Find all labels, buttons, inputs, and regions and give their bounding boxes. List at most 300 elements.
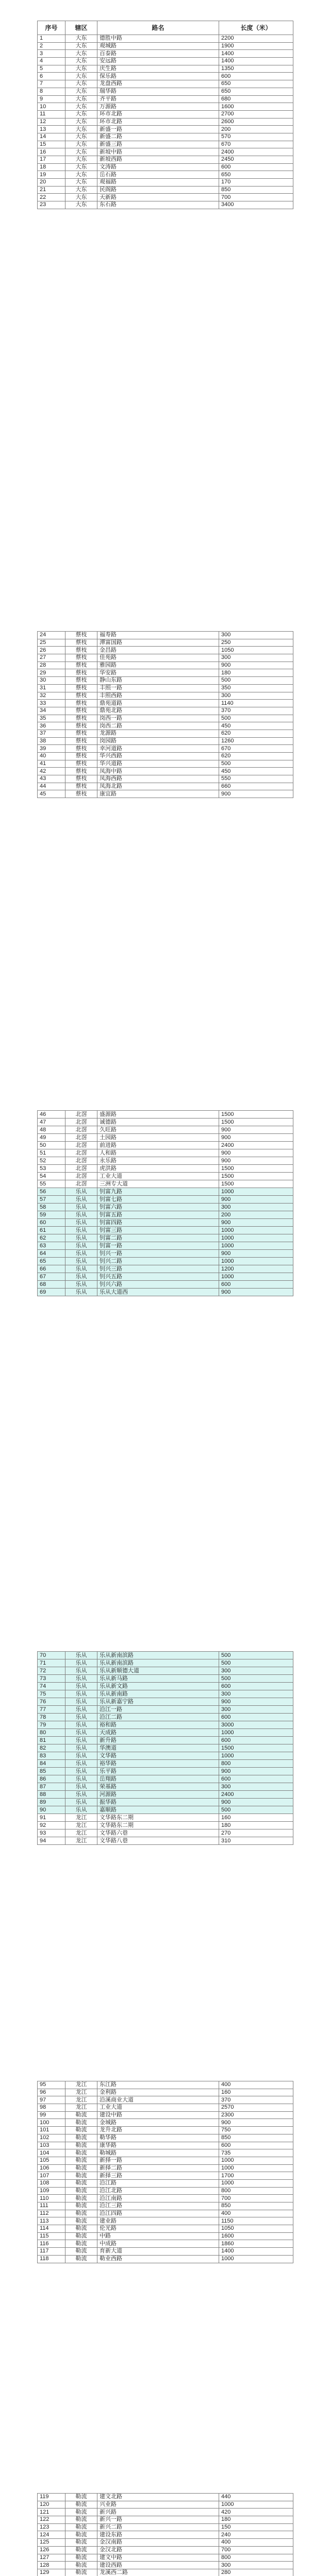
table-row bbox=[38, 1111, 293, 1118]
table-row bbox=[38, 2217, 293, 2225]
row-length: 350 bbox=[219, 684, 293, 692]
row-district: 乐从 bbox=[65, 1242, 97, 1250]
table-row bbox=[38, 1659, 293, 1667]
row-length: 2450 bbox=[219, 156, 293, 164]
table-row bbox=[38, 1768, 293, 1775]
row-road-name: 前进路 bbox=[97, 1142, 219, 1149]
row-road-name: 安远路 bbox=[97, 58, 219, 65]
row-road-name: 三洲专大道 bbox=[97, 1180, 219, 1188]
table-row bbox=[38, 737, 293, 745]
row-road-name: 鼎苑道路 bbox=[97, 700, 219, 707]
row-district: 北滘 bbox=[65, 1142, 97, 1149]
row-number: 125 bbox=[38, 2539, 65, 2547]
table-row bbox=[38, 2195, 293, 2202]
row-district: 大东 bbox=[65, 179, 97, 187]
row-number: 27 bbox=[38, 654, 65, 662]
row-length: 800 bbox=[219, 2187, 293, 2195]
table-row bbox=[38, 35, 293, 43]
row-district: 乐从 bbox=[65, 1265, 97, 1273]
row-length: 400 bbox=[219, 2210, 293, 2217]
row-length: 1000 bbox=[219, 1258, 293, 1265]
row-length: 440 bbox=[219, 2494, 293, 2501]
row-length: 1200 bbox=[219, 1265, 293, 1273]
row-number: 58 bbox=[38, 1204, 65, 1211]
row-district: 大东 bbox=[65, 133, 97, 141]
row-length: 1000 bbox=[219, 1188, 293, 1196]
table-row bbox=[38, 1165, 293, 1173]
row-number: 62 bbox=[38, 1234, 65, 1242]
row-number: 118 bbox=[38, 2255, 65, 2263]
row-number: 24 bbox=[38, 632, 65, 639]
table-row bbox=[38, 2134, 293, 2142]
row-district: 大东 bbox=[65, 58, 97, 65]
row-length: 240 bbox=[219, 2531, 293, 2539]
row-district: 蔡枝 bbox=[65, 783, 97, 790]
row-road-name: 沿溪商业大道 bbox=[97, 2096, 219, 2104]
row-road-name: 龙溪西二路 bbox=[97, 2569, 219, 2576]
row-district: 龙江 bbox=[65, 2081, 97, 2089]
row-number: 111 bbox=[38, 2202, 65, 2210]
road-table-section bbox=[37, 2493, 293, 2576]
table-row bbox=[38, 65, 293, 73]
table-row bbox=[38, 1721, 293, 1729]
table-row bbox=[38, 700, 293, 707]
road-table-section bbox=[37, 1651, 293, 1845]
table-row bbox=[38, 1706, 293, 1714]
table-row bbox=[38, 2255, 293, 2263]
row-road-name: 文涛路 bbox=[97, 163, 219, 171]
table-row bbox=[38, 1273, 293, 1281]
row-length: 600 bbox=[219, 1737, 293, 1744]
row-district: 乐从 bbox=[65, 1188, 97, 1196]
row-district: 北滘 bbox=[65, 1165, 97, 1173]
row-number: 93 bbox=[38, 1829, 65, 1837]
row-length: 1500 bbox=[219, 1118, 293, 1126]
row-length: 900 bbox=[219, 2119, 293, 2127]
row-road-name: 中成路 bbox=[97, 2240, 219, 2248]
row-district: 乐从 bbox=[65, 1659, 97, 1667]
row-length: 1900 bbox=[219, 42, 293, 50]
row-number: 103 bbox=[38, 2142, 65, 2149]
row-number: 85 bbox=[38, 1768, 65, 1775]
table-row bbox=[38, 1157, 293, 1165]
row-district: 蔡枝 bbox=[65, 669, 97, 677]
row-number: 52 bbox=[38, 1157, 65, 1165]
row-road-name: 岳石路 bbox=[97, 171, 219, 179]
row-district: 乐从 bbox=[65, 1783, 97, 1791]
row-number: 17 bbox=[38, 156, 65, 164]
row-district: 蔡枝 bbox=[65, 662, 97, 669]
header-length: 长度（米） bbox=[219, 21, 293, 35]
table-row bbox=[38, 1142, 293, 1149]
row-length: 600 bbox=[219, 2142, 293, 2149]
row-length: 1500 bbox=[219, 1744, 293, 1752]
row-district: 勒流 bbox=[65, 2111, 97, 2119]
row-road-name: 龙源路 bbox=[97, 730, 219, 737]
row-length: 170 bbox=[219, 179, 293, 187]
table-row bbox=[38, 163, 293, 171]
table-row bbox=[38, 1227, 293, 1234]
table-row bbox=[38, 1219, 293, 1227]
road-table bbox=[37, 1110, 293, 1296]
row-length: 500 bbox=[219, 715, 293, 722]
row-number: 70 bbox=[38, 1652, 65, 1659]
row-number: 112 bbox=[38, 2210, 65, 2217]
row-number: 116 bbox=[38, 2240, 65, 2248]
row-length: 850 bbox=[219, 186, 293, 194]
row-number: 8 bbox=[38, 88, 65, 95]
table-row bbox=[38, 707, 293, 715]
row-district: 大东 bbox=[65, 42, 97, 50]
row-district: 大东 bbox=[65, 88, 97, 95]
row-road-name: 凤海西路 bbox=[97, 775, 219, 783]
row-road-name: 裕和路 bbox=[97, 1721, 219, 1729]
table-row bbox=[38, 1667, 293, 1675]
row-number: 88 bbox=[38, 1791, 65, 1799]
row-number: 32 bbox=[38, 692, 65, 700]
row-district: 乐从 bbox=[65, 1721, 97, 1729]
row-road-name: 新兴二路 bbox=[97, 2523, 219, 2531]
row-number: 121 bbox=[38, 2509, 65, 2516]
row-road-name: 华兴道路 bbox=[97, 760, 219, 768]
row-length: 300 bbox=[219, 654, 293, 662]
table-row bbox=[38, 632, 293, 639]
row-number: 124 bbox=[38, 2531, 65, 2539]
row-district: 勒流 bbox=[65, 2225, 97, 2233]
table-row bbox=[38, 662, 293, 669]
row-road-name: 钊兴五路 bbox=[97, 1273, 219, 1281]
row-number: 98 bbox=[38, 2104, 65, 2112]
row-number: 46 bbox=[38, 1111, 65, 1118]
row-number: 102 bbox=[38, 2134, 65, 2142]
table-row bbox=[38, 2248, 293, 2256]
row-district: 勒流 bbox=[65, 2217, 97, 2225]
row-length: 900 bbox=[219, 1799, 293, 1806]
row-road-name: 建文中路 bbox=[97, 2554, 219, 2562]
row-number: 107 bbox=[38, 2172, 65, 2180]
row-road-name: 环市北路 bbox=[97, 110, 219, 118]
row-number: 12 bbox=[38, 118, 65, 126]
table-row bbox=[38, 1683, 293, 1690]
row-number: 15 bbox=[38, 141, 65, 148]
row-district: 乐从 bbox=[65, 1652, 97, 1659]
row-district: 大东 bbox=[65, 35, 97, 43]
row-road-name: 新盛一路 bbox=[97, 126, 219, 133]
row-number: 41 bbox=[38, 760, 65, 768]
row-road-name: 乐从新顺德大道 bbox=[97, 1667, 219, 1675]
table-row bbox=[38, 1188, 293, 1196]
row-length: 750 bbox=[219, 2127, 293, 2134]
row-number: 120 bbox=[38, 2501, 65, 2509]
row-length: 700 bbox=[219, 2546, 293, 2554]
row-district: 北滘 bbox=[65, 1134, 97, 1142]
row-road-name: 建文北路 bbox=[97, 2494, 219, 2501]
row-road-name: 虎洪路 bbox=[97, 1165, 219, 1173]
row-number: 13 bbox=[38, 126, 65, 133]
row-number: 122 bbox=[38, 2516, 65, 2524]
table-row bbox=[38, 753, 293, 760]
row-length: 1500 bbox=[219, 1173, 293, 1180]
row-district: 勒流 bbox=[65, 2531, 97, 2539]
row-number: 6 bbox=[38, 73, 65, 80]
row-road-name: 凤海中路 bbox=[97, 768, 219, 775]
row-length: 300 bbox=[219, 1783, 293, 1791]
row-district: 大东 bbox=[65, 110, 97, 118]
row-road-name: 建设东路 bbox=[97, 2531, 219, 2539]
table-row bbox=[38, 2546, 293, 2554]
row-district: 乐从 bbox=[65, 1737, 97, 1744]
row-district: 蔡枝 bbox=[65, 639, 97, 647]
table-row bbox=[38, 1714, 293, 1721]
row-length: 300 bbox=[219, 1204, 293, 1211]
row-number: 74 bbox=[38, 1683, 65, 1690]
row-number: 77 bbox=[38, 1706, 65, 1714]
table-row bbox=[38, 1783, 293, 1791]
row-district: 勒流 bbox=[65, 2134, 97, 2142]
row-road-name: 新坡中路 bbox=[97, 148, 219, 156]
row-district: 蔡枝 bbox=[65, 745, 97, 753]
row-number: 61 bbox=[38, 1227, 65, 1234]
row-district: 勒流 bbox=[65, 2554, 97, 2562]
table-row bbox=[38, 186, 293, 194]
row-number: 30 bbox=[38, 677, 65, 685]
row-length: 800 bbox=[219, 2554, 293, 2562]
row-length: 200 bbox=[219, 1211, 293, 1219]
row-district: 大东 bbox=[65, 126, 97, 133]
row-number: 60 bbox=[38, 1219, 65, 1227]
row-road-name: 钊富二路 bbox=[97, 1234, 219, 1242]
row-number: 123 bbox=[38, 2523, 65, 2531]
table-row bbox=[38, 1134, 293, 1142]
row-number: 83 bbox=[38, 1752, 65, 1760]
row-length: 620 bbox=[219, 753, 293, 760]
table-row bbox=[38, 194, 293, 201]
row-road-name: 华安路 bbox=[97, 669, 219, 677]
row-road-name: 嘉顺路 bbox=[97, 1806, 219, 1814]
row-road-name: 文华路六巷 bbox=[97, 1829, 219, 1837]
table-row bbox=[38, 2210, 293, 2217]
row-length: 650 bbox=[219, 88, 293, 95]
row-length: 1000 bbox=[219, 1752, 293, 1760]
table-row bbox=[38, 88, 293, 95]
row-district: 乐从 bbox=[65, 1690, 97, 1698]
header-road-name: 路名 bbox=[97, 21, 219, 35]
row-district: 蔡枝 bbox=[65, 692, 97, 700]
table-row bbox=[38, 1118, 293, 1126]
table-row bbox=[38, 2554, 293, 2562]
row-district: 乐从 bbox=[65, 1196, 97, 1204]
row-length: 270 bbox=[219, 1829, 293, 1837]
row-number: 99 bbox=[38, 2111, 65, 2119]
row-road-name: 乐从新嘉宁路 bbox=[97, 1698, 219, 1706]
row-number: 56 bbox=[38, 1188, 65, 1196]
row-road-name: 建设中路 bbox=[97, 2111, 219, 2119]
row-road-name: 凤海北路 bbox=[97, 783, 219, 790]
row-district: 龙江 bbox=[65, 1837, 97, 1845]
row-length: 1150 bbox=[219, 2217, 293, 2225]
row-length: 500 bbox=[219, 677, 293, 685]
row-number: 79 bbox=[38, 1721, 65, 1729]
table-row bbox=[38, 647, 293, 654]
row-length: 300 bbox=[219, 692, 293, 700]
row-district: 乐从 bbox=[65, 1675, 97, 1683]
table-row bbox=[38, 692, 293, 700]
row-length: 400 bbox=[219, 2539, 293, 2547]
row-district: 北滘 bbox=[65, 1126, 97, 1134]
row-district: 蔡枝 bbox=[65, 707, 97, 715]
row-length: 1000 bbox=[219, 2179, 293, 2187]
table-row bbox=[38, 790, 293, 798]
table-row bbox=[38, 133, 293, 141]
row-road-name: 金城路 bbox=[97, 2119, 219, 2127]
table-row bbox=[38, 2127, 293, 2134]
row-road-name: 工业大道 bbox=[97, 2104, 219, 2112]
table-row bbox=[38, 1281, 293, 1289]
row-number: 113 bbox=[38, 2217, 65, 2225]
row-district: 乐从 bbox=[65, 1806, 97, 1814]
row-length: 700 bbox=[219, 194, 293, 201]
road-table bbox=[37, 2081, 293, 2263]
row-road-name: 瑞华路 bbox=[97, 88, 219, 95]
row-length: 500 bbox=[219, 760, 293, 768]
row-length: 700 bbox=[219, 2195, 293, 2202]
row-number: 22 bbox=[38, 194, 65, 201]
row-number: 26 bbox=[38, 647, 65, 654]
row-number: 80 bbox=[38, 1729, 65, 1737]
table-row bbox=[38, 1126, 293, 1134]
row-road-name: 乐从新南滨路 bbox=[97, 1652, 219, 1659]
road-table-section bbox=[37, 21, 293, 209]
row-road-name: 岗西一路 bbox=[97, 715, 219, 722]
row-road-name: 钊兴二路 bbox=[97, 1258, 219, 1265]
row-road-name: 德胜中路 bbox=[97, 35, 219, 43]
row-district: 乐从 bbox=[65, 1775, 97, 1783]
row-length: 450 bbox=[219, 768, 293, 775]
table-row bbox=[38, 118, 293, 126]
row-district: 勒流 bbox=[65, 2157, 97, 2164]
row-number: 43 bbox=[38, 775, 65, 783]
row-district: 勒流 bbox=[65, 2501, 97, 2509]
row-road-name: 观福路 bbox=[97, 179, 219, 187]
row-road-name: 久旺路 bbox=[97, 1126, 219, 1134]
row-road-name: 沿江一路 bbox=[97, 1706, 219, 1714]
table-row bbox=[38, 1211, 293, 1219]
table-row bbox=[38, 110, 293, 118]
row-number: 94 bbox=[38, 1837, 65, 1845]
row-district: 大东 bbox=[65, 65, 97, 73]
row-length: 650 bbox=[219, 171, 293, 179]
row-road-name: 万源路 bbox=[97, 103, 219, 111]
row-length: 2400 bbox=[219, 148, 293, 156]
row-district: 乐从 bbox=[65, 1683, 97, 1690]
row-number: 33 bbox=[38, 700, 65, 707]
row-length: 180 bbox=[219, 1822, 293, 1829]
row-number: 92 bbox=[38, 1822, 65, 1829]
row-district: 蔡枝 bbox=[65, 730, 97, 737]
row-number: 49 bbox=[38, 1134, 65, 1142]
row-number: 3 bbox=[38, 50, 65, 58]
row-number: 71 bbox=[38, 1659, 65, 1667]
row-district: 乐从 bbox=[65, 1219, 97, 1227]
row-road-name: 钊富三路 bbox=[97, 1227, 219, 1234]
row-length: 2300 bbox=[219, 2111, 293, 2119]
row-length: 1140 bbox=[219, 700, 293, 707]
row-number: 69 bbox=[38, 1289, 65, 1296]
table-row bbox=[38, 2179, 293, 2187]
row-number: 66 bbox=[38, 1265, 65, 1273]
table-row bbox=[38, 654, 293, 662]
row-district: 大东 bbox=[65, 103, 97, 111]
row-length: 900 bbox=[219, 662, 293, 669]
row-number: 21 bbox=[38, 186, 65, 194]
row-length: 160 bbox=[219, 1814, 293, 1822]
table-row bbox=[38, 1173, 293, 1180]
table-row bbox=[38, 2172, 293, 2180]
row-length: 1000 bbox=[219, 2164, 293, 2172]
table-row bbox=[38, 639, 293, 647]
row-district: 龙江 bbox=[65, 1829, 97, 1837]
row-district: 勒流 bbox=[65, 2210, 97, 2217]
row-district: 勒流 bbox=[65, 2119, 97, 2127]
row-road-name: 钊富一路 bbox=[97, 1242, 219, 1250]
row-district: 蔡枝 bbox=[65, 722, 97, 730]
table-row bbox=[38, 2187, 293, 2195]
table-row bbox=[38, 2096, 293, 2104]
row-length: 450 bbox=[219, 722, 293, 730]
row-road-name: 新盛三路 bbox=[97, 141, 219, 148]
row-district: 北滘 bbox=[65, 1149, 97, 1157]
row-road-name: 钊富五路 bbox=[97, 1211, 219, 1219]
row-number: 35 bbox=[38, 715, 65, 722]
row-road-name: 岳翔路 bbox=[97, 1775, 219, 1783]
row-number: 44 bbox=[38, 783, 65, 790]
table-row bbox=[38, 2539, 293, 2547]
row-district: 乐从 bbox=[65, 1667, 97, 1675]
row-road-name: 文华路八巷 bbox=[97, 1837, 219, 1845]
road-table-section bbox=[37, 2081, 293, 2263]
row-number: 39 bbox=[38, 745, 65, 753]
row-length: 1600 bbox=[219, 2232, 293, 2240]
row-length: 300 bbox=[219, 2562, 293, 2569]
row-length: 1700 bbox=[219, 2172, 293, 2180]
row-length: 1600 bbox=[219, 103, 293, 111]
table-row bbox=[38, 2509, 293, 2516]
row-length: 2570 bbox=[219, 2104, 293, 2112]
row-road-name: 丰照一路 bbox=[97, 684, 219, 692]
road-table bbox=[37, 1651, 293, 1845]
row-road-name: 金利路 bbox=[97, 2089, 219, 2096]
row-district: 大东 bbox=[65, 50, 97, 58]
row-length: 900 bbox=[219, 1196, 293, 1204]
table-row bbox=[38, 201, 293, 209]
table-row bbox=[38, 2089, 293, 2096]
table-row bbox=[38, 58, 293, 65]
row-length: 300 bbox=[219, 1667, 293, 1675]
row-length: 1050 bbox=[219, 2225, 293, 2233]
row-road-name: 民阁路 bbox=[97, 186, 219, 194]
row-district: 乐从 bbox=[65, 1768, 97, 1775]
row-road-name: 中路 bbox=[97, 2232, 219, 2240]
row-number: 50 bbox=[38, 1142, 65, 1149]
row-number: 96 bbox=[38, 2089, 65, 2096]
table-row bbox=[38, 1204, 293, 1211]
row-length: 650 bbox=[219, 80, 293, 88]
row-district: 北滘 bbox=[65, 1111, 97, 1118]
row-road-name: 文华路东二期 bbox=[97, 1814, 219, 1822]
row-road-name: 人和路 bbox=[97, 1149, 219, 1157]
row-district: 乐从 bbox=[65, 1211, 97, 1219]
row-road-name: 乐从新马路 bbox=[97, 1675, 219, 1683]
